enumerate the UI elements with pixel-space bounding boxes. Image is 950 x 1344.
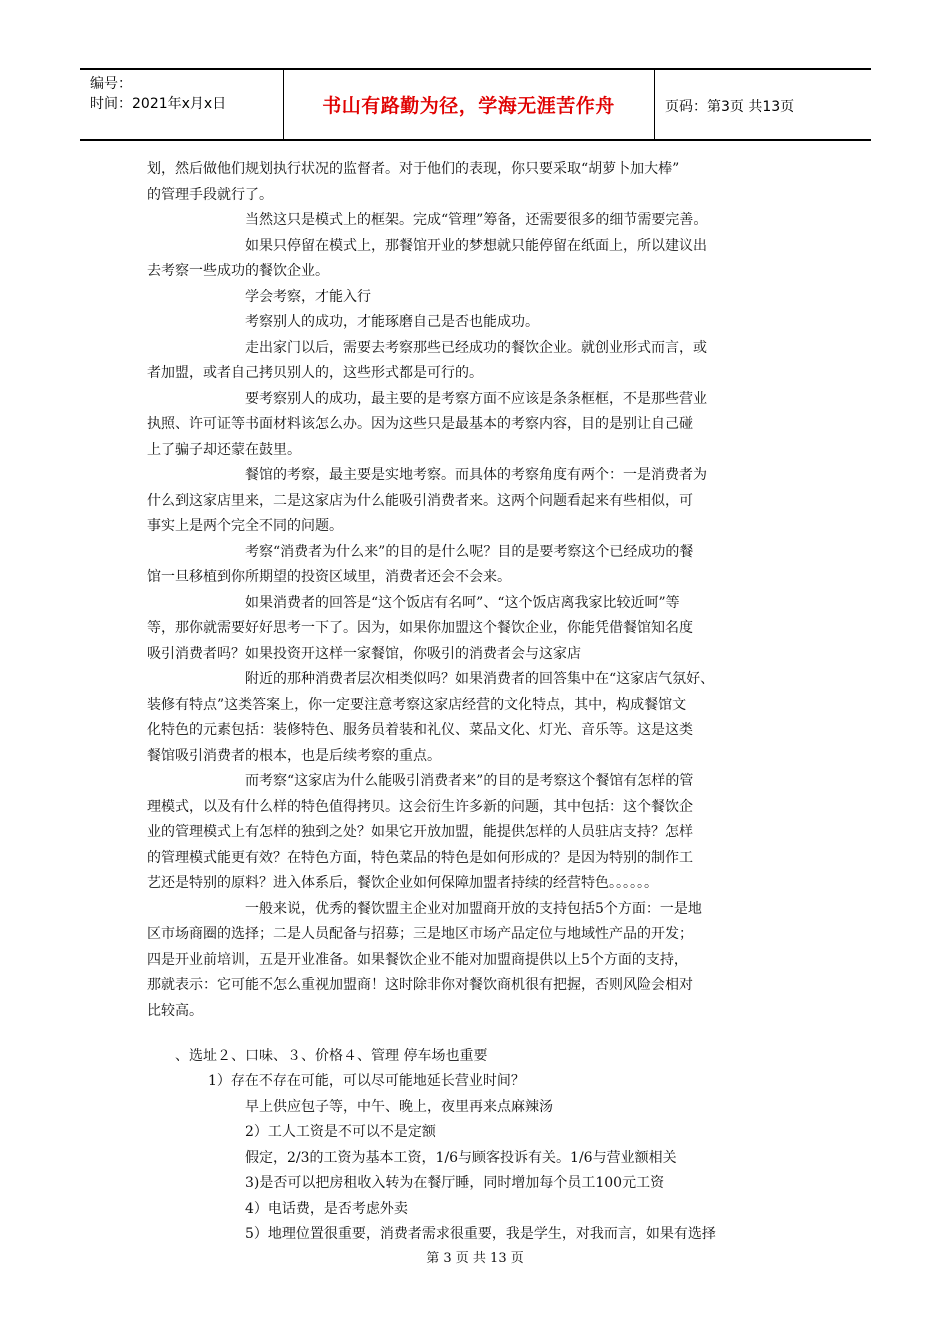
text-line: 理模式，以及有什么样的特色值得拷贝。这会衍生许多新的问题，其中包括：这个餐饮企 <box>147 799 693 815</box>
text-line: 考察“消费者为什么来”的目的是什么呢？目的是要考察这个已经成功的餐 <box>245 544 694 560</box>
text-line: 餐馆吸引消费者的根本，也是后续考察的重点。 <box>147 748 441 764</box>
text-line: 什么到这家店里来，二是这家店为什么能吸引消费者来。这两个问题看起来有些相似，可 <box>147 493 693 509</box>
text-line: 化特色的元素包括：装修特色、服务员着装和礼仪、菜品文化、灯光、音乐等。这是这类 <box>147 722 693 738</box>
text-line: 区市场商圈的选择；二是人员配备与招募；三是地区市场产品定位与地域性产品的开发； <box>147 926 693 942</box>
text-line: 的管理手段就行了。 <box>147 187 273 203</box>
header-page-info: 页码：第3页 共13页 <box>665 99 795 115</box>
list-item: 2）工人工资是不可以不是定额 <box>245 1124 436 1140</box>
text-line: 馆一旦移植到你所期望的投资区域里，消费者还会不会来。 <box>147 569 511 585</box>
text-line: 的管理模式能更有效？在特色方面，特色菜品的特色是如何形成的？是因为特别的制作工 <box>147 850 693 866</box>
text-line: 走出家门以后，需要去考察那些已经成功的餐饮企业。就创业形式而言，或 <box>245 340 707 356</box>
text-line: 餐馆的考察，最主要是实地考察。而具体的考察角度有两个：一是消费者为 <box>245 467 707 483</box>
list-item: 4）电话费，是否考虑外卖 <box>245 1201 408 1217</box>
text-line: 装修有特点”这类答案上，你一定要注意考察这家店经营的文化特点，其中，构成餐馆文 <box>147 697 687 713</box>
document-code-label: 编号： <box>90 76 132 92</box>
text-line: 艺还是特别的原料？进入体系后，餐饮企业如何保障加盟者持续的经营特色。。。。。。 <box>147 875 658 891</box>
document-time-label: 时间：2021年x月x日 <box>90 96 227 112</box>
text-line: 要考察别人的成功，最主要的是考察方面不应该是条条框框，不是那些营业 <box>245 391 707 407</box>
text-line: 如果消费者的回答是“这个饭店有名呵”、“这个饭店离我家比较近呵”等 <box>245 595 680 611</box>
header-motto: 书山有路勤为径，学海无涯苦作舟 <box>322 95 615 117</box>
text-line: 附近的那种消费者层次相类似吗？如果消费者的回答集中在“这家店气氛好、 <box>245 671 715 687</box>
list-item: 1）存在不存在可能，可以尽可能地延长营业时间？ <box>208 1073 525 1089</box>
text-line: 四是开业前培训，五是开业准备。如果餐饮企业不能对加盟商提供以上5个方面的支持， <box>147 952 688 968</box>
header-motto-cell <box>283 70 655 139</box>
text-line: 考察别人的成功，才能琢磨自己是否也能成功。 <box>245 314 539 330</box>
list-item-detail: 早上供应包子等，中午、晚上，夜里再来点麻辣汤 <box>245 1099 553 1115</box>
text-line: 那就表示：它可能不怎么重视加盟商！这时除非你对餐饮商机很有把握，否则风险会相对 <box>147 977 693 993</box>
list-item: 5）地理位置很重要，消费者需求很重要，我是学生，对我而言，如果有选择 <box>245 1226 716 1242</box>
list-heading: 、选址２、口味、３、价格４、管理 停车场也重要 <box>175 1048 488 1064</box>
text-line: 等，那你就需要好好思考一下了。因为，如果你加盟这个餐饮企业，你能凭借餐馆知名度 <box>147 620 693 636</box>
text-line: 上了骗子却还蒙在鼓里。 <box>147 442 301 458</box>
text-line: 学会考察，才能入行 <box>245 289 371 305</box>
list-item: 3)是否可以把房租收入转为在餐厅睡，同时增加每个员工100元工资 <box>245 1175 665 1191</box>
text-line: 如果只停留在模式上，那餐馆开业的梦想就只能停留在纸面上，所以建议出 <box>245 238 707 254</box>
text-line: 而考察“这家店为什么能吸引消费者来”的目的是考察这个餐馆有怎样的管 <box>245 773 694 789</box>
text-line: 去考察一些成功的餐饮企业。 <box>147 263 329 279</box>
text-line: 吸引消费者吗？如果投资开这样一家餐馆，你吸引的消费者会与这家店 <box>147 646 581 662</box>
text-line: 当然这只是模式上的框架。完成“管理”筹备，还需要很多的细节需要完善。 <box>245 212 708 228</box>
text-line: 执照、许可证等书面材料该怎么办。因为这些只是最基本的考察内容，目的是别让自己碰 <box>147 416 693 432</box>
text-line: 业的管理模式上有怎样的独到之处？如果它开放加盟，能提供怎样的人员驻店支持？怎样 <box>147 824 693 840</box>
text-line: 比较高。 <box>147 1003 203 1019</box>
text-line: 一般来说，优秀的餐饮盟主企业对加盟商开放的支持包括5个方面：一是地 <box>245 901 702 917</box>
header-meta-cell <box>80 70 284 139</box>
text-line: 者加盟，或者自己拷贝别人的，这些形式都是可行的。 <box>147 365 483 381</box>
page-footer: 第 3 页 共 13 页 <box>426 1251 524 1266</box>
text-line: 划，然后做他们规划执行状况的监督者。对于他们的表现，你只要采取“胡萝卜加大棒” <box>147 161 680 177</box>
text-line: 事实上是两个完全不同的问题。 <box>147 518 343 534</box>
page-header <box>80 68 871 141</box>
header-page-cell <box>654 70 871 139</box>
list-item-detail: 假定，2/3的工资为基本工资，1/6与顾客投诉有关。1/6与营业额相关 <box>245 1150 677 1166</box>
